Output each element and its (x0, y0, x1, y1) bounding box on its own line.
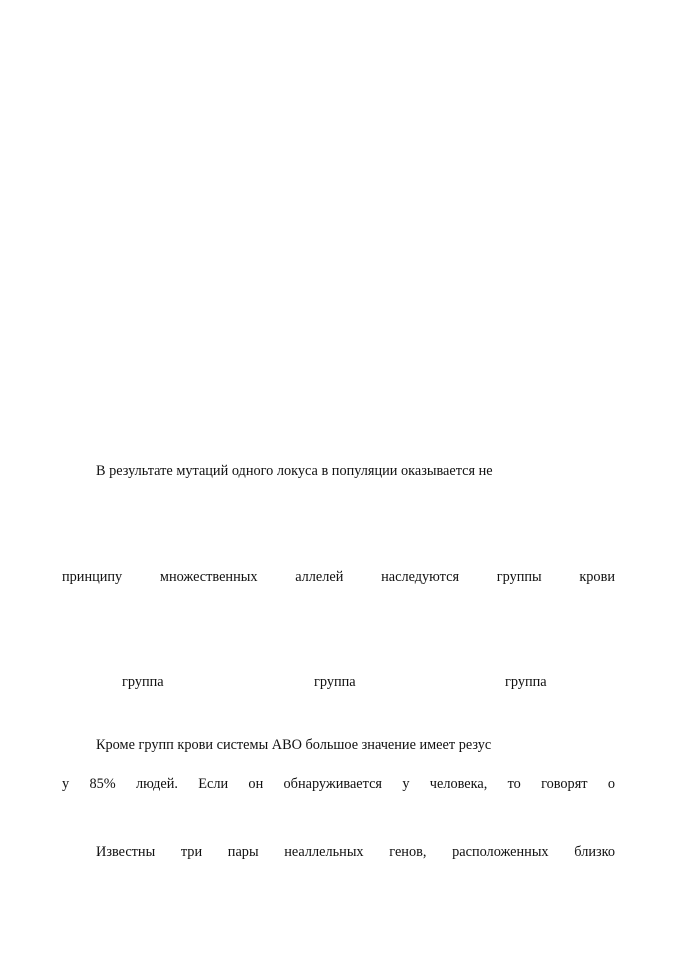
blood-group-labels-row (0, 673, 679, 691)
paragraph-rhesus-line-1: Кроме групп крови системы АВО большое значение имеет резус (96, 737, 492, 753)
paragraph-mutations-line: В результате мутаций одного локуса в популяции оказывается не (96, 463, 493, 479)
paragraph-non-allelic-genes-line: Известны три пары неаллельных генов, расположенных близко (96, 844, 615, 860)
group-label-2: группа (314, 674, 356, 690)
paragraph-multiple-alleles-line: принципу множественных аллелей наследуются группы крови (62, 569, 615, 585)
group-label-1: группа (122, 674, 164, 690)
group-label-3: группа (505, 674, 547, 690)
paragraph-rhesus-line-2: у 85% людей. Если он обнаруживается у человека, то говорят о (62, 776, 615, 792)
